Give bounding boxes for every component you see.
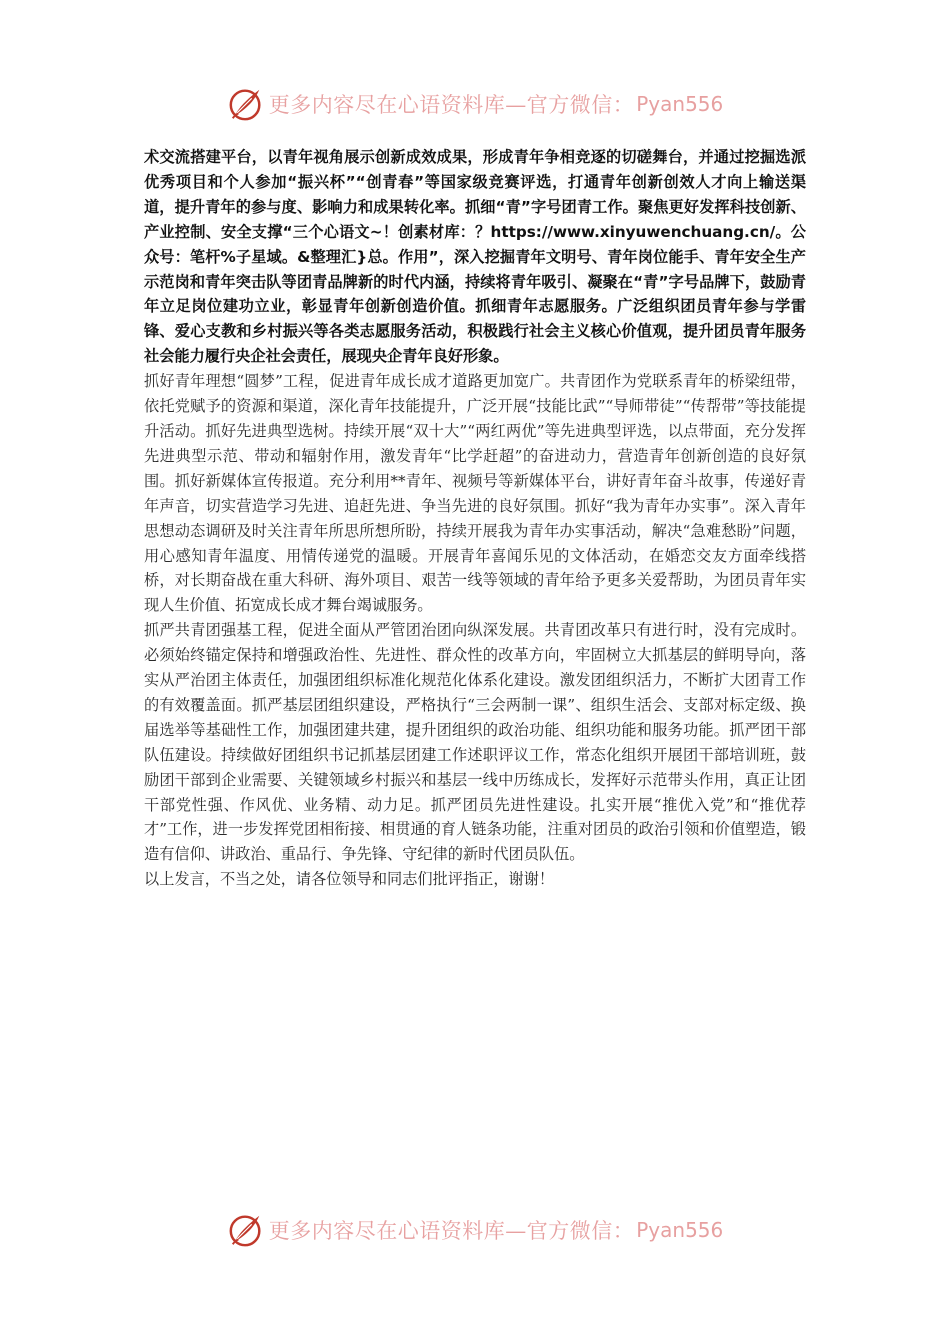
- paragraph-1: 术交流搭建平台，以青年视角展示创新成效成果，形成青年争相竞逐的切磋舞台，并通过挖掘选派优秀项目和个人参加“振兴杯”“创青春”等国家级竞赛评选，打通青年创新创效人才向上输送渠道，提升青年的参与度、影响力和成果转化率。抓细“青”字号团青工作。聚焦更好发挥科技创新、产业控制、安全支撑“三个心语文~！创素材库：？https://www.xinyuwenchuang.cn/。公众号：笔杆%子星域。&整理汇}总。作用”，深入挖掘青年文明号、青年岗位能手、青年安全生产示范岗和青年突击队等团青品牌新的时代内涵，持续将青年吸引、凝聚在“青”字号品牌下，鼓励青年立足岗位建功立业，彰显青年创新创造价值。抓细青年志愿服务。广泛组织团员青年参与学雷锋、爱心支教和乡村振兴等各类志愿服务活动，积极践行社会主义核心价值观，提升团员青年服务社会能力履行央企社会责任，展现央企青年良好形象。: [144, 148, 806, 366]
- watermark-wechat-id: Pyan556: [636, 92, 724, 116]
- quill-logo-icon: [227, 85, 265, 123]
- watermark-text: 更多内容尽在心语资料库—官方微信：: [268, 93, 635, 117]
- watermark-text: 更多内容尽在心语资料库—官方微信：: [268, 1219, 635, 1243]
- paragraph-closing: 以上发言，不当之处，请各位领导和同志们批评指正，谢谢！: [144, 870, 555, 889]
- document-body: [144, 145, 806, 892]
- watermark-wechat-id: Pyan556: [636, 1218, 724, 1242]
- quill-logo-icon: [227, 1211, 265, 1249]
- footer-watermark: [0, 1206, 950, 1254]
- header-watermark: [0, 80, 950, 128]
- paragraph-3: 抓严共青团强基工程，促进全面从严管团治团向纵深发展。共青团改革只有进行时，没有完成时。必须始终锚定保持和增强政治性、先进性、群众性的改革方向，牢固树立大抓基层的鲜明导向，落实从严治团主体责任，加强团组织标准化规范化体系化建设。激发团组织活力，不断扩大团青工作的有效覆盖面。抓严基层团组织建设，严格执行“三会两制一课”、组织生活会、支部对标定级、换届选举等基础性工作，加强团建共建，提升团组织的政治功能、组织功能和服务功能。抓严团干部队伍建设。持续做好团组织书记抓基层团建工作述职评议工作，常态化组织开展团干部培训班，鼓励团干部到企业需要、关键领域乡村振兴和基层一线中历练成长，发挥好示范带头作用，真正让团干部党性强、作风优、业务精、动力足。抓严团员先进性建设。扎实开展“推优入党”和“推优荐才”工作，进一步发挥党团相衔接、相贯通的育人链条功能，注重对团员的政治引领和价值塑造，锻造有信仰、讲政治、重品行、争先锋、守纪律的新时代团员队伍。: [144, 621, 806, 864]
- paragraph-2: 抓好青年理想“圆梦”工程，促进青年成长成才道路更加宽广。共青团作为党联系青年的桥梁纽带，依托党赋予的资源和渠道，深化青年技能提升，广泛开展“技能比武”“导师带徒”“传帮带”等技能提升活动。抓好先进典型选树。持续开展“双十大”“两红两优”等先进典型评选，以点带面，充分发挥先进典型示范、带动和辐射作用，激发青年“比学赶超”的奋进动力，营造青年创新创造的良好氛围。抓好新媒体宣传报道。充分利用**青年、视频号等新媒体平台，讲好青年奋斗故事，传递好青年声音，切实营造学习先进、追赶先进、争当先进的良好氛围。抓好“我为青年办实事”。深入青年思想动态调研及时关注青年所思所想所盼，持续开展我为青年办实事活动，解决“急难愁盼”问题，用心感知青年温度、用情传递党的温暖。开展青年喜闻乐见的文体活动，在婚恋交友方面牵线搭桥，对长期奋战在重大科研、海外项目、艰苦一线等领域的青年给予更多关爱帮助，为团员青年实现人生价值、拓宽成长成才舞台竭诚服务。: [144, 372, 806, 615]
